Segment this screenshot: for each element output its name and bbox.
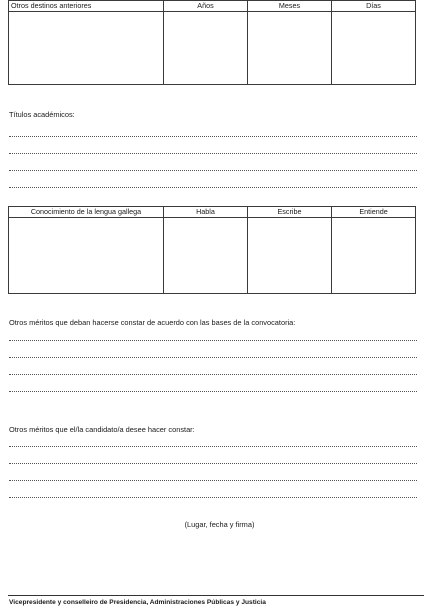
table-row bbox=[9, 218, 416, 294]
merits-bases-line-3[interactable] bbox=[9, 374, 417, 375]
galician-language-table bbox=[8, 206, 416, 294]
merits-candidate-line-3[interactable] bbox=[9, 480, 417, 481]
merits-candidate-line-1[interactable] bbox=[9, 446, 417, 447]
speaks-cell[interactable] bbox=[164, 218, 248, 294]
academic-titles-line-1[interactable] bbox=[9, 136, 417, 137]
months-header: Meses bbox=[248, 1, 332, 12]
months-cell[interactable] bbox=[248, 12, 332, 85]
days-cell[interactable] bbox=[332, 12, 416, 85]
merits-bases-line-4[interactable] bbox=[9, 391, 417, 392]
academic-titles-line-3[interactable] bbox=[9, 170, 417, 171]
previous-posts-table bbox=[8, 0, 416, 85]
writes-cell[interactable] bbox=[248, 218, 332, 294]
merits-bases-label: Otros méritos que deban hacerse constar de acuerdo con las bases de la convocatoria: bbox=[9, 318, 296, 327]
merits-candidate-line-2[interactable] bbox=[9, 463, 417, 464]
days-header: Días bbox=[332, 1, 416, 12]
years-cell[interactable] bbox=[164, 12, 248, 85]
previous-posts-header: Otros destinos anteriores bbox=[9, 1, 164, 12]
academic-titles-line-4[interactable] bbox=[9, 187, 417, 188]
academic-titles-label: Títulos académicos: bbox=[9, 110, 75, 119]
galician-language-header: Conocimiento de la lengua gallega bbox=[9, 207, 164, 218]
previous-posts-cell[interactable] bbox=[9, 12, 164, 85]
footer-divider bbox=[8, 595, 424, 596]
table-header-row bbox=[9, 1, 416, 12]
table-header-row bbox=[9, 207, 416, 218]
merits-bases-line-2[interactable] bbox=[9, 357, 417, 358]
table-row bbox=[9, 12, 416, 85]
understands-cell[interactable] bbox=[332, 218, 416, 294]
place-date-signature: (Lugar, fecha y firma) bbox=[184, 520, 255, 529]
galician-language-cell[interactable] bbox=[9, 218, 164, 294]
merits-candidate-line-4[interactable] bbox=[9, 497, 417, 498]
years-header: Años bbox=[164, 1, 248, 12]
writes-header: Escribe bbox=[248, 207, 332, 218]
understands-header: Entiende bbox=[332, 207, 416, 218]
merits-candidate-label: Otros méritos que el/la candidato/a desee hacer constar: bbox=[9, 425, 195, 434]
academic-titles-line-2[interactable] bbox=[9, 153, 417, 154]
speaks-header: Habla bbox=[164, 207, 248, 218]
merits-bases-line-1[interactable] bbox=[9, 340, 417, 341]
footer-signatory: Vicepresidente y conselleiro de Presidencia, Administraciones Públicas y Justicia bbox=[9, 599, 266, 606]
